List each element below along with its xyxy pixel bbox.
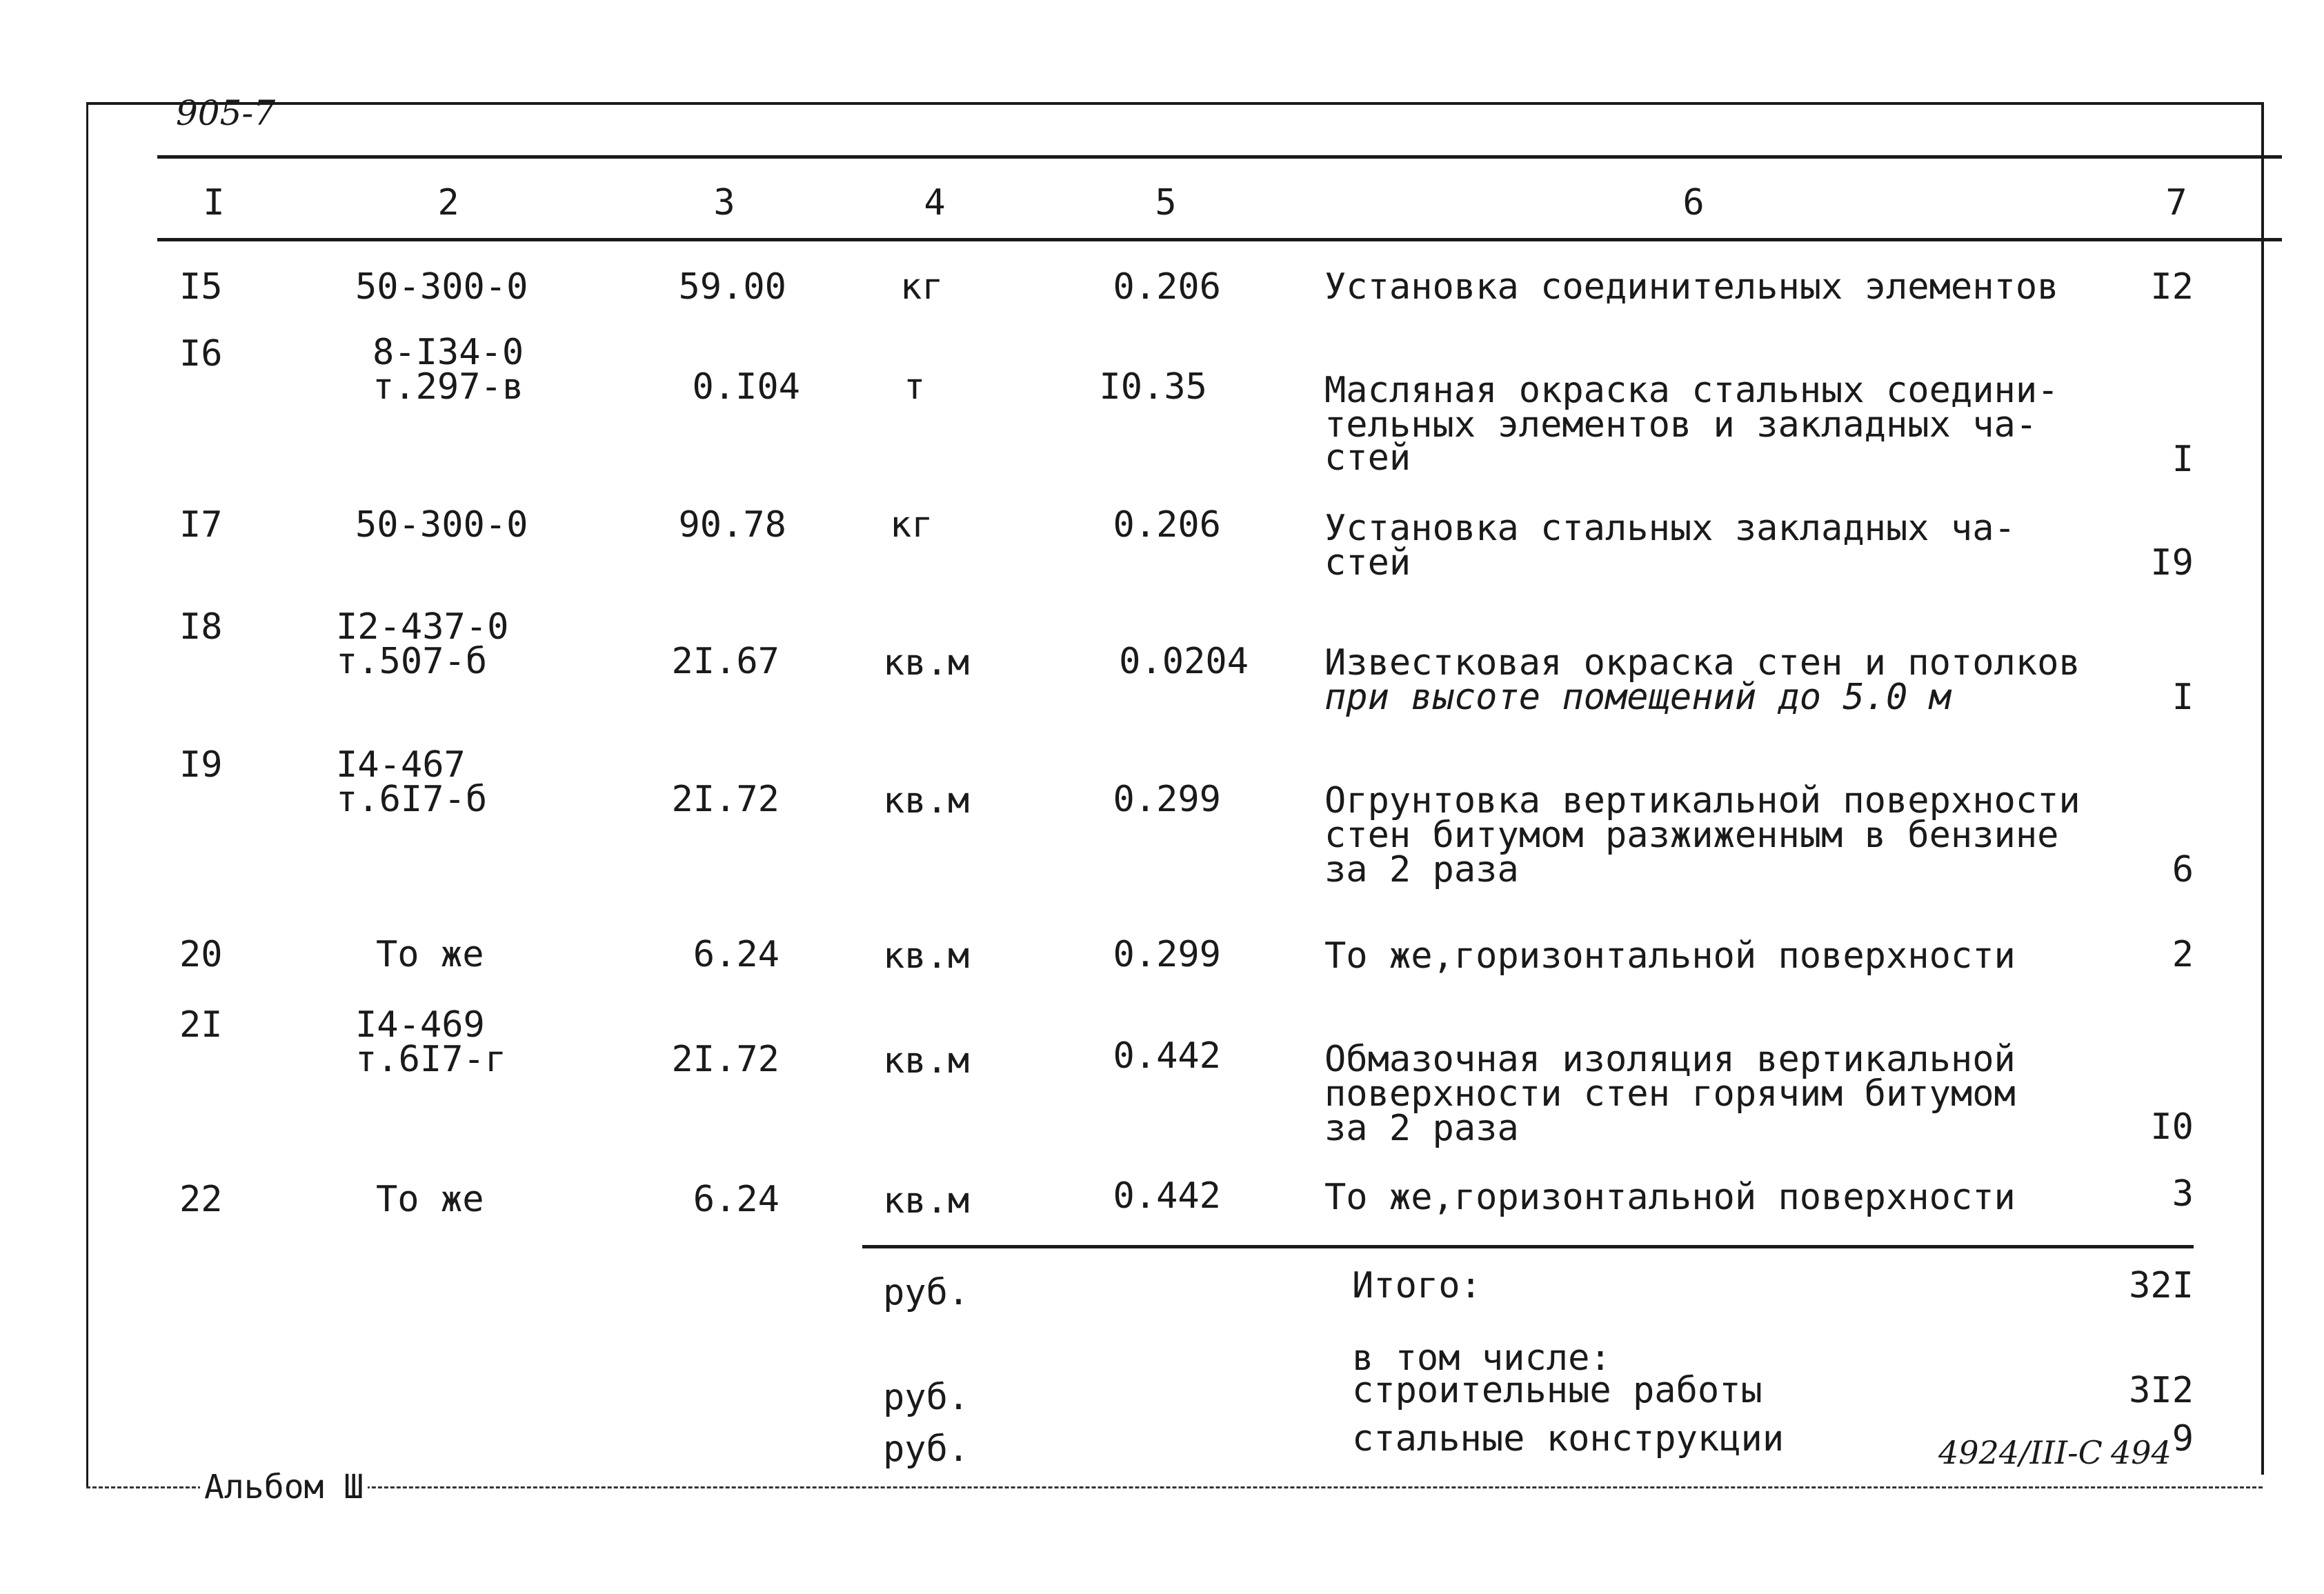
frame-top-line <box>86 102 2263 105</box>
summary-steel-label: стальные конструкции <box>1352 1418 1785 1459</box>
row-desc-line: стен битумом разжиженным в бензине <box>1324 815 2059 856</box>
row-code: I4-469 <box>355 1004 485 1046</box>
col-header-2: 2 <box>437 182 459 223</box>
row-code: 8-I34-0 <box>373 332 524 373</box>
row-desc-line: стей <box>1324 542 1411 584</box>
row-qty: 59.00 <box>678 266 786 308</box>
row-desc-line: То же,горизонтальной поверхности <box>1324 935 2016 977</box>
stamp-number: 4924/III-С <box>1938 1434 2103 1471</box>
col-header-3: 3 <box>713 182 735 223</box>
row-desc-line: Обмазочная изоляция вертикальной <box>1324 1039 2016 1080</box>
row-desc-line: Установка стальных закладных ча- <box>1324 508 2016 549</box>
row-code: т.6I7-г <box>355 1039 507 1080</box>
row-price: 0.442 <box>1113 1035 1221 1077</box>
row-code: 50-300-0 <box>355 266 528 308</box>
row-total: I <box>2172 677 2194 718</box>
summary-incl-label: в том числе: <box>1352 1337 1611 1379</box>
row-total: 6 <box>2172 849 2194 890</box>
row-unit: кв.м <box>883 642 970 684</box>
summary-construction-label: строительные работы <box>1352 1370 1762 1411</box>
row-desc-line: Известковая окраска стен и потолков <box>1324 642 2080 684</box>
row-desc-line: Масляная окраска стальных соедини- <box>1324 370 2059 411</box>
summary-construction-value: 3I2 <box>2129 1370 2194 1411</box>
row-qty: 2I.72 <box>671 779 779 820</box>
row-number: I7 <box>179 504 223 546</box>
row-price: 0.0204 <box>1119 641 1249 682</box>
row-price: 0.299 <box>1113 934 1221 975</box>
row-price: 0.206 <box>1113 266 1221 308</box>
row-desc-line: при высоте помещений до 5.0 м <box>1324 677 1951 718</box>
summary-steel-value: 9 <box>2172 1418 2194 1459</box>
header-bottom-rule <box>157 238 2282 241</box>
row-total: 3 <box>2172 1173 2194 1215</box>
row-unit: кв.м <box>883 935 970 977</box>
row-code: I4-467 <box>336 744 466 786</box>
frame-bottom-line <box>86 1486 2263 1488</box>
document-code: 905-7 <box>176 93 276 133</box>
row-price: 0.206 <box>1113 504 1221 546</box>
row-code: I2-437-0 <box>336 606 509 648</box>
row-desc-line: Установка соединительных элементов <box>1324 266 2059 308</box>
frame-left-line <box>86 102 88 1488</box>
row-code: т.6I7-б <box>336 779 488 820</box>
row-price: 0.299 <box>1113 779 1221 820</box>
row-price: 0.442 <box>1113 1175 1221 1217</box>
row-qty: 2I.72 <box>671 1039 779 1080</box>
row-number: I9 <box>179 744 223 786</box>
summary-total-label: Итого: <box>1352 1265 1482 1306</box>
row-number: 20 <box>179 934 223 975</box>
row-total: I9 <box>2150 542 2194 584</box>
row-number: 2I <box>179 1004 223 1046</box>
row-qty: 6.24 <box>693 934 779 975</box>
summary-total-value: 32I <box>2129 1265 2194 1306</box>
row-unit: кг <box>890 504 933 546</box>
summary-construction-unit: руб. <box>883 1377 970 1418</box>
col-header-4: 4 <box>924 182 946 223</box>
row-desc-line: стей <box>1324 437 1411 479</box>
header-top-rule <box>157 155 2282 159</box>
row-code: 50-300-0 <box>355 504 528 546</box>
row-desc-line: То же,горизонтальной поверхности <box>1324 1177 2016 1218</box>
summary-total-unit: руб. <box>883 1272 970 1313</box>
row-number: I8 <box>179 606 223 648</box>
album-label: Альбом Ш <box>200 1469 368 1505</box>
col-header-5: 5 <box>1155 182 1177 223</box>
row-price: I0.35 <box>1099 366 1207 408</box>
row-unit: кг <box>900 266 944 308</box>
row-qty: 0.I04 <box>692 366 800 408</box>
summary-rule <box>862 1245 2194 1248</box>
row-unit: кв.м <box>883 1040 970 1082</box>
row-qty: 6.24 <box>693 1179 779 1220</box>
row-desc-line: тельных элементов и закладных ча- <box>1324 404 2038 446</box>
row-desc-line: поверхности стен горячим битумом <box>1324 1073 2016 1115</box>
row-qty: 2I.67 <box>671 641 779 682</box>
row-code: То же <box>376 934 484 975</box>
row-code: т.507-б <box>336 641 488 682</box>
row-desc-line: за 2 раза <box>1324 1108 1519 1149</box>
summary-steel-unit: руб. <box>883 1428 970 1470</box>
col-header-6: 6 <box>1682 182 1705 223</box>
row-desc-line: за 2 раза <box>1324 849 1519 890</box>
row-total: I0 <box>2150 1106 2194 1148</box>
row-unit: кв.м <box>883 1180 970 1222</box>
row-total: I2 <box>2150 266 2194 308</box>
row-code: То же <box>376 1179 484 1220</box>
row-unit: т <box>904 366 926 408</box>
row-total: I <box>2172 439 2194 480</box>
row-code: т.297-в <box>373 366 524 408</box>
frame-right-line <box>2261 102 2264 1475</box>
row-desc-line: Огрунтовка вертикальной поверхности <box>1324 780 2080 821</box>
col-header-1: I <box>203 182 225 223</box>
row-qty: 90.78 <box>678 504 786 546</box>
row-number: I6 <box>179 333 223 375</box>
row-total: 2 <box>2172 934 2194 975</box>
stamp-number-2: 494 <box>2111 1434 2172 1471</box>
row-number: I5 <box>179 266 223 308</box>
col-header-7: 7 <box>2165 182 2187 223</box>
row-number: 22 <box>179 1179 223 1220</box>
row-unit: кв.м <box>883 780 970 821</box>
